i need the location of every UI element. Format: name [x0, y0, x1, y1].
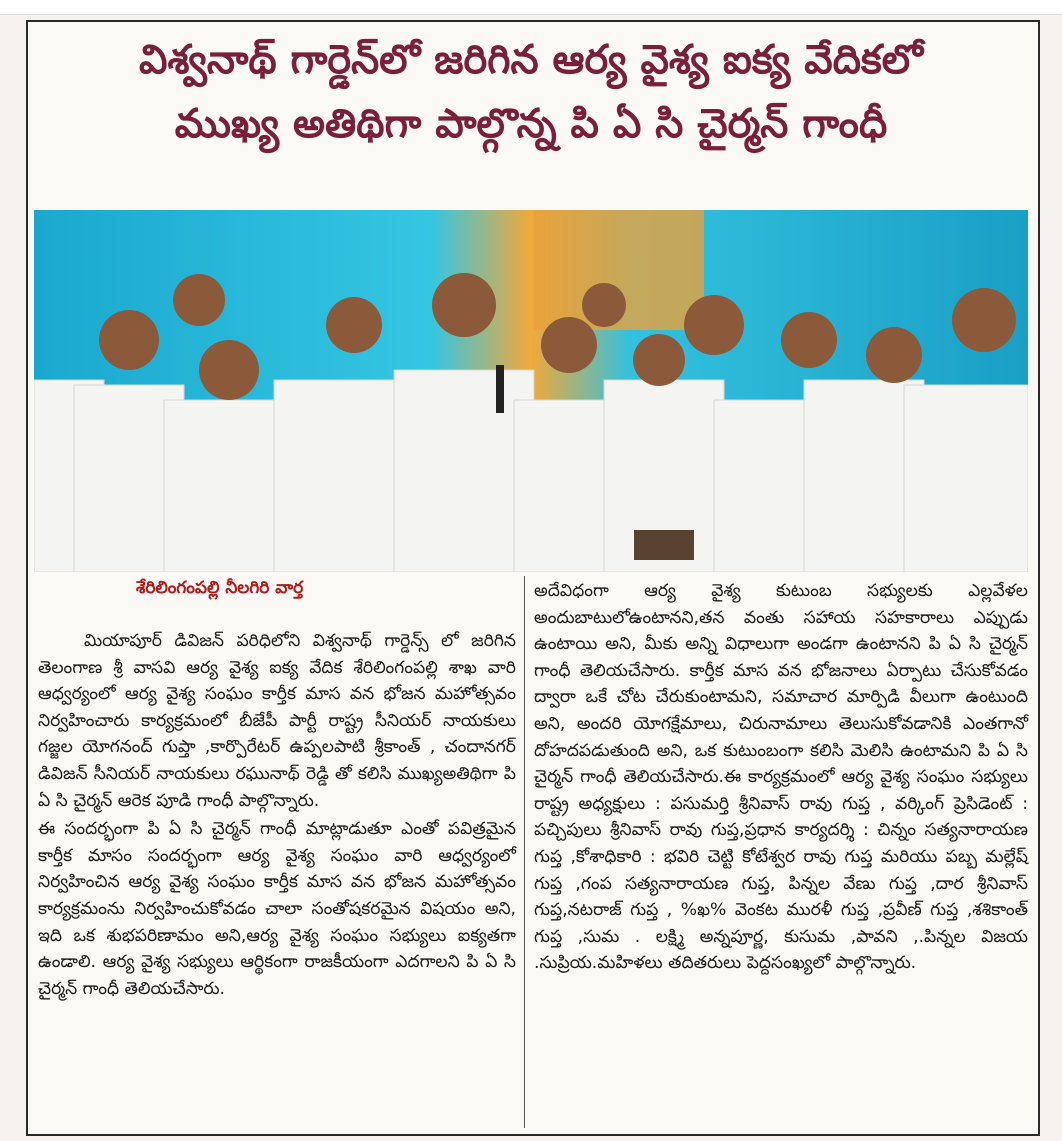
article-column-left	[38, 628, 516, 1002]
event-photo	[34, 210, 1028, 572]
photo-caption: శేరిలింగంపల్లి నీలగిరి వార్త	[136, 578, 304, 598]
article-column-right	[534, 578, 1028, 977]
headline-line-2: ముఖ్య అతిథిగా పాల్గొన్న పి ఏ సి చైర్మన్ గాంధీ	[174, 101, 888, 147]
article-paragraph: ఈ సందర్భంగా పి ఏ సి చైర్మన్ గాంధీ మాట్లాడుతూ ఎంతో పవిత్రమైన కార్తీక మాసం సందర్భంగా ఆర్య వైశ్య సంఘం వారి ఆధ్వర్యంలో నిర్వహించిన ఆర్య వైశ్య సంఘం కార్తీక మాస వన భోజన మహోత్సవం కార్యక్రమంను నిర్వహించుకోవడం చాలా సంతోషకరమైన విషయం అని, ఇది ఒక శుభపరిణామం అని,ఆర్య వైశ్య సంఘం సభ్యులు ఐక్యతగా ఉండాలి. ఆర్య వైశ్య సభ్యులు ఆర్థికంగా రాజకీయంగా ఎదగాలని పి ఏ సి చైర్మన్ గాంధీ తెలియచేసారు.	[38, 819, 516, 999]
page-top-strip	[0, 0, 1062, 15]
article-paragraph: మియాపూర్ డివిజన్ పరిధిలోని విశ్వనాథ్ గార్డెన్స్ లో జరిగిన తెలంగాణ శ్రీ వాసవి ఆర్య వైశ్య ఐక్య వేదిక శేరిలింగంపల్లి శాఖ వారి ఆధ్వర్యంలో ఆర్య వైశ్య సంఘం కార్తీక మాస వన భోజన మహోత్సవం నిర్వహించారు కార్యక్రమంలో బీజేపీ పార్టీ రాష్ట్ర సీనియర్ నాయకులు గజ్జల యోగనంద్ గుప్తా ,కార్పొరేటర్ ఉప్పలపాటి శ్రీకాంత్ , చందానగర్ డివిజన్ సీనియర్ నాయకులు రఘునాథ్ రెడ్డి తో కలిసి ముఖ్యఅతిథిగా పి ఏ సి చైర్మన్ ఆరెక పూడి గాంధీ పాల్గొన్నారు.	[38, 631, 516, 811]
headline-line-1: విశ్వనాథ్ గార్డెన్‌లో జరిగిన ఆర్య వైశ్య ఐక్య వేదికలో	[139, 37, 923, 83]
article-paragraph: అదేవిధంగా ఆర్య వైశ్య కుటుంబ సభ్యులకు ఎల్లవేళల అందుబాటులోఉంటానని,తన వంతు సహాయ సహకారాలు ఎప్పుడు ఉంటాయి అని, మీకు అన్ని విధాలుగా అండగా ఉంటానని పి ఏ సి చైర్మన్ గాంధీ తెలియచేసారు. కార్తీక మాస వన భోజనాలు ఏర్పాటు చేసుకోవడం ద్వారా ఒకే చోట చేరుకుంటామని, సమాచార మార్పిడి వీలుగా ఉంటుంది అని, అందరి యోగక్షేమాలు, చిరునామాలు తెలుసుకోవడానికి ఎంతగానో దోహదపడుతుంది అని, ఒక కుటుంబంగా కలిసి మెలిసి ఉంటామని పి ఏ సి చైర్మన్ గాంధీ తెలియచేసారు.ఈ కార్యక్రమంలో ఆర్య వైశ్య సంఘం సభ్యులు రాష్ట్ర అధ్యక్షులు : పసుమర్తి శ్రీనివాస్ రావు గుప్త , వర్కింగ్ ప్రెసిడెంట్ : పచ్చిపులు శ్రీనివాస్ రావు గుప్త,ప్రధాన కార్యదర్శి : చిన్నం సత్యనారాయణ గుప్త ,కోశాధికారి : భవిరి చెట్టి కోటేశ్వర రావు గుప్త మరియు పబ్బ మల్లేష్ గుప్త ,గంప సత్యనారాయణ గుప్త, పిన్నల వేణు గుప్త ,దార శ్రీనివాస్ గుప్త,నటరాజ్ గుప్త , %ఖ% వెంకట మురళీ గుప్త ,ప్రవీణ్ గుప్త ,శశికాంత్ గుప్త ,సుమ . లక్ష్మి అన్నపూర్ణ, కుసుమ ,పావని ,.పిన్నల విజయ .సుప్రియ.మహిళలు తదితరులు పెద్దసంఖ్యలో పాల్గొన్నారు.	[534, 581, 1028, 974]
article-headline	[28, 28, 1034, 156]
column-divider	[524, 576, 525, 1128]
event-photo-illustration	[34, 210, 1028, 572]
